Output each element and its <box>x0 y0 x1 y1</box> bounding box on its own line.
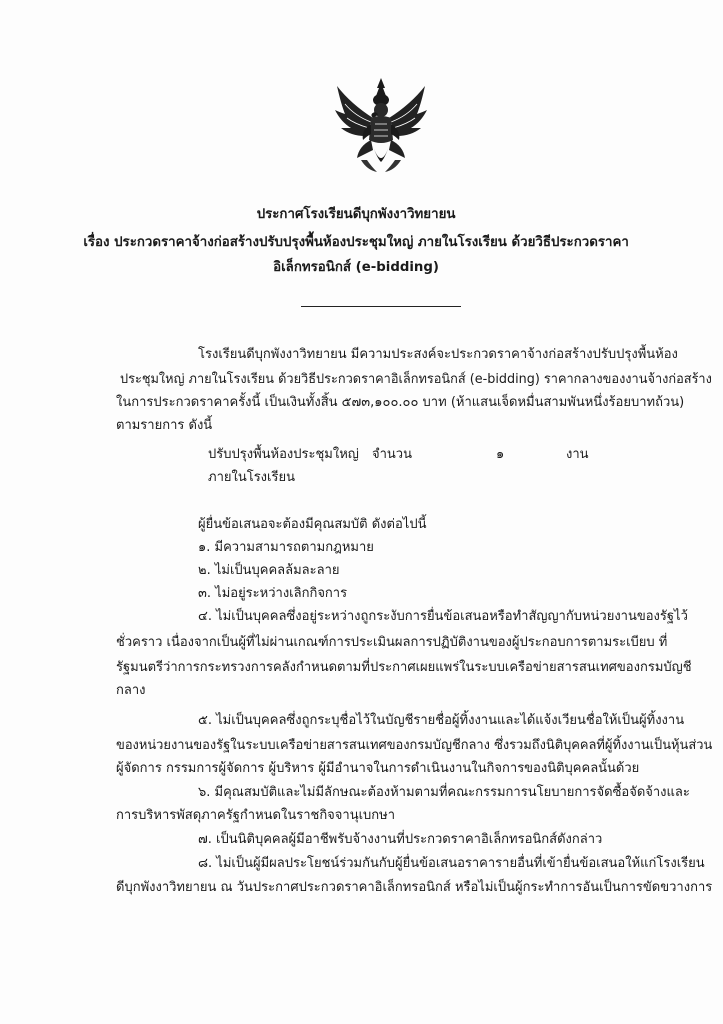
intro-line: ตามรายการ ดังนี้ <box>116 418 213 433</box>
announcement-title: ประกาศโรงเรียนดีบุกพังงาวิทยายน <box>256 206 456 222</box>
qualification-item-cont: การบริหารพัสดุภาครัฐกำหนดในราชกิจจานุเบกษา <box>116 808 396 823</box>
qualification-item-cont: ชั่วคราว เนื่องจากเป็นผู้ที่ไม่ผ่านเกณฑ์การประเมินผลการปฏิบัติงานของผู้ประกอบการตามระเบียบ ที่ <box>116 635 668 650</box>
qualification-item: ๓. ไม่อยู่ระหว่างเลิกกิจการ <box>198 586 348 601</box>
qualifications-heading: ผู้ยื่นข้อเสนอจะต้องมีคุณสมบัติ ดังต่อไปนี้ <box>198 517 427 532</box>
announcement-subject: เรื่อง ประกวดราคาจ้างก่อสร้างปรับปรุงพื้นห้องประชุมใหญ่ ภายในโรงเรียน ด้วยวิธีประกวดราคา <box>83 234 629 250</box>
item-unit: งาน <box>566 447 589 462</box>
item-name: ปรับปรุงพื้นห้องประชุมใหญ่ <box>208 447 359 462</box>
qualification-item: ๘. ไม่เป็นผู้มีผลประโยชน์ร่วมกันกับผู้ยื่นข้อเสนอราคารายอื่นที่เข้ายื่นข้อเสนอให้แก่โรงเรียน <box>198 856 705 871</box>
qualification-item: ๕. ไม่เป็นบุคคลซึ่งถูกระบุชื่อไว้ในบัญชีรายชื่อผู้ทิ้งงานและได้แจ้งเวียนชื่อให้เป็นผู้ทิ้งงาน <box>198 713 685 728</box>
garuda-emblem-icon <box>331 74 431 178</box>
item-name-cont: ภายในโรงเรียน <box>208 470 295 485</box>
qualification-item-cont: ผู้จัดการ กรรมการผู้จัดการ ผู้บริหาร ผู้มีอำนาจในการดำเนินงานในกิจการของนิติบุคคลนั้นด้วย <box>116 761 640 776</box>
title-divider <box>301 306 461 307</box>
qualification-item-cont: กลาง <box>116 683 146 698</box>
item-qty-label: จำนวน <box>372 447 412 462</box>
announcement-subject-cont: อิเล็กทรอนิกส์ (e-bidding) <box>273 259 440 275</box>
intro-line: ในการประกวดราคาครั้งนี้ เป็นเงินทั้งสิ้น ๕๗๓,๑๐๐.๐๐ บาท (ห้าแสนเจ็ดหมื่นสามพันหนึ่งร้อยบาทถ้วน) <box>116 395 685 410</box>
qualification-item: ๑. มีความสามารถตามกฎหมาย <box>198 540 374 555</box>
item-qty: ๑ <box>496 447 505 462</box>
qualification-item-cont: ดีบุกพังงาวิทยายน ณ วันประกาศประกวดราคาอิเล็กทรอนิกส์ หรือไม่เป็นผู้กระทำการอันเป็นการขัดขวางการ <box>116 880 713 895</box>
qualification-item: ๔. ไม่เป็นบุคคลซึ่งอยู่ระหว่างถูกระงับการยื่นข้อเสนอหรือทำสัญญากับหน่วยงานของรัฐไว้ <box>198 609 688 624</box>
qualification-item-cont: ของหน่วยงานของรัฐในระบบเครือข่ายสารสนเทศของกรมบัญชีกลาง ซึ่งรวมถึงนิติบุคคลที่ผู้ทิ้งงานเป็นหุ้นส่วน <box>116 738 713 753</box>
qualification-item: ๒. ไม่เป็นบุคคลล้มละลาย <box>198 563 340 578</box>
intro-line: โรงเรียนดีบุกพังงาวิทยายน มีความประสงค์จะประกวดราคาจ้างก่อสร้างปรับปรุงพื้นห้อง <box>198 347 678 362</box>
qualification-item: ๖. มีคุณสมบัติและไม่มีลักษณะต้องห้ามตามที่คณะกรรมการนโยบายการจัดซื้อจัดจ้างและ <box>198 785 690 800</box>
qualification-item: ๗. เป็นนิติบุคคลผู้มีอาชีพรับจ้างงานที่ประกวดราคาอิเล็กทรอนิกส์ดังกล่าว <box>198 832 603 847</box>
intro-line: ประชุมใหญ่ ภายในโรงเรียน ด้วยวิธีประกวดราคาอิเล็กทรอนิกส์ (e-bidding) ราคากลางของงานจ้างก่อสร้าง <box>120 372 712 387</box>
qualification-item-cont: รัฐมนตรีว่าการกระทรวงการคลังกำหนดตามที่ประกาศเผยแพร่ในระบบเครือข่ายสารสนเทศของกรมบัญชี <box>116 660 692 675</box>
